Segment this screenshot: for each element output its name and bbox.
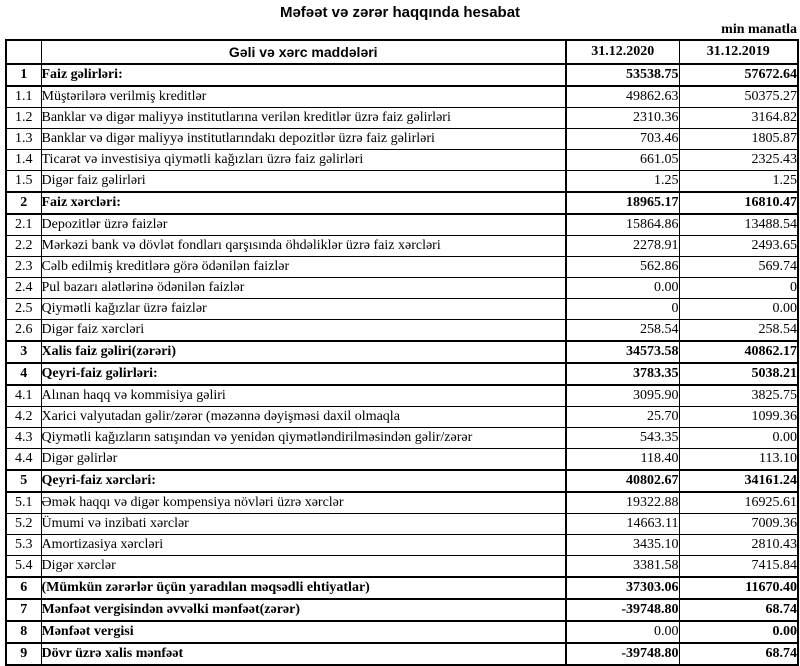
row-number: 3 <box>6 341 41 363</box>
header-col-2019: 31.12.2019 <box>679 40 798 64</box>
value-2020: 3095.90 <box>566 385 679 407</box>
value-2020: 53538.75 <box>566 64 679 86</box>
row-label: Banklar və digər maliyyə institutlarındakı depozitlər üzrə faiz gəlirləri <box>41 129 566 150</box>
table-row <box>6 535 798 556</box>
table-row <box>6 320 798 342</box>
value-2019: 0.00 <box>679 299 798 320</box>
table-row <box>6 643 798 665</box>
table-row <box>6 257 798 278</box>
table-row <box>6 599 798 621</box>
row-label: Ticarət və investisiya qiymətli kağızları üzrə faiz gəlirləri <box>41 150 566 171</box>
value-2019: 40862.17 <box>679 341 798 363</box>
row-label: Amortizasiya xərcləri <box>41 535 566 556</box>
value-2019: 2810.43 <box>679 535 798 556</box>
table-row <box>6 407 798 428</box>
row-number: 9 <box>6 643 41 665</box>
table-row <box>6 236 798 257</box>
table-row <box>6 492 798 514</box>
row-number: 5.4 <box>6 556 41 578</box>
table-header-row <box>6 40 798 64</box>
row-label: Digər faiz gəlirləri <box>41 171 566 193</box>
value-2020: 2310.36 <box>566 108 679 129</box>
row-label: Digər xərclər <box>41 556 566 578</box>
value-2019: 16925.61 <box>679 492 798 514</box>
value-2020: 3381.58 <box>566 556 679 578</box>
row-number: 1.1 <box>6 86 41 108</box>
table-row <box>6 64 798 86</box>
value-2019: 16810.47 <box>679 192 798 214</box>
table-row <box>6 556 798 578</box>
row-label: Depozitlər üzrə faizlər <box>41 214 566 236</box>
table-row <box>6 341 798 363</box>
row-number: 2.5 <box>6 299 41 320</box>
value-2019: 0.00 <box>679 428 798 449</box>
row-label: Alınan haqq və kommisiya gəliri <box>41 385 566 407</box>
table-row <box>6 86 798 108</box>
table-row <box>6 150 798 171</box>
row-number: 4.4 <box>6 449 41 471</box>
row-label: Cəlb edilmiş kreditlərə görə ödənilən faizlər <box>41 257 566 278</box>
value-2019: 1.25 <box>679 171 798 193</box>
header-items-label: Gəli və xərc maddələri <box>41 40 566 64</box>
value-2020: 258.54 <box>566 320 679 342</box>
table-row <box>6 278 798 299</box>
value-2019: 0.00 <box>679 621 798 643</box>
table-row <box>6 514 798 535</box>
row-label: Faiz gəlirləri: <box>41 64 566 86</box>
value-2019: 11670.40 <box>679 577 798 599</box>
value-2019: 50375.27 <box>679 86 798 108</box>
row-number: 5.2 <box>6 514 41 535</box>
row-number: 1.2 <box>6 108 41 129</box>
row-number: 4.1 <box>6 385 41 407</box>
row-number: 5.3 <box>6 535 41 556</box>
value-2020: 14663.11 <box>566 514 679 535</box>
value-2019: 1805.87 <box>679 129 798 150</box>
table-row <box>6 192 798 214</box>
value-2020: 25.70 <box>566 407 679 428</box>
value-2020: 703.46 <box>566 129 679 150</box>
row-number: 2 <box>6 192 41 214</box>
table-row <box>6 214 798 236</box>
value-2020: 543.35 <box>566 428 679 449</box>
row-label: Pul bazarı alətlərinə ödənilən faizlər <box>41 278 566 299</box>
value-2019: 3825.75 <box>679 385 798 407</box>
row-number: 2.4 <box>6 278 41 299</box>
table-row <box>6 299 798 320</box>
table-row <box>6 385 798 407</box>
header-col-2020: 31.12.2020 <box>566 40 679 64</box>
table-row <box>6 108 798 129</box>
value-2020: 0.00 <box>566 621 679 643</box>
value-2019: 7009.36 <box>679 514 798 535</box>
row-number: 1.3 <box>6 129 41 150</box>
value-2019: 258.54 <box>679 320 798 342</box>
value-2019: 569.74 <box>679 257 798 278</box>
value-2020: -39748.80 <box>566 599 679 621</box>
row-number: 5 <box>6 470 41 492</box>
value-2019: 13488.54 <box>679 214 798 236</box>
row-label: Faiz xərcləri: <box>41 192 566 214</box>
value-2020: 15864.86 <box>566 214 679 236</box>
row-number: 2.2 <box>6 236 41 257</box>
value-2020: 40802.67 <box>566 470 679 492</box>
value-2019: 2325.43 <box>679 150 798 171</box>
value-2020: 0 <box>566 299 679 320</box>
value-2020: 37303.06 <box>566 577 679 599</box>
value-2020: 661.05 <box>566 150 679 171</box>
value-2020: 118.40 <box>566 449 679 471</box>
table-row <box>6 363 798 385</box>
row-number: 1 <box>6 64 41 86</box>
row-label: Xalis faiz gəliri(zərəri) <box>41 341 566 363</box>
row-number: 4 <box>6 363 41 385</box>
table-row <box>6 470 798 492</box>
value-2020: 3783.35 <box>566 363 679 385</box>
table-body <box>6 64 798 665</box>
table-row <box>6 129 798 150</box>
row-number: 7 <box>6 599 41 621</box>
value-2020: 19322.88 <box>566 492 679 514</box>
row-number: 2.6 <box>6 320 41 342</box>
row-number: 5.1 <box>6 492 41 514</box>
value-2019: 0 <box>679 278 798 299</box>
value-2019: 2493.65 <box>679 236 798 257</box>
value-2020: 3435.10 <box>566 535 679 556</box>
row-number: 2.3 <box>6 257 41 278</box>
value-2019: 34161.24 <box>679 470 798 492</box>
value-2020: 562.86 <box>566 257 679 278</box>
table-row <box>6 577 798 599</box>
row-label: Digər gəlirlər <box>41 449 566 471</box>
row-label: Dövr üzrə xalis mənfəət <box>41 643 566 665</box>
row-number: 6 <box>6 577 41 599</box>
value-2020: -39748.80 <box>566 643 679 665</box>
unit-note: min manatla <box>721 22 797 37</box>
row-label: Qeyri-faiz xərcləri: <box>41 470 566 492</box>
row-label: Mənfəət vergisindən əvvəlki mənfəət(zərər) <box>41 599 566 621</box>
income-statement-table <box>5 39 799 666</box>
row-label: Müştərilərə verilmiş kreditlər <box>41 86 566 108</box>
value-2019: 7415.84 <box>679 556 798 578</box>
value-2019: 57672.64 <box>679 64 798 86</box>
value-2020: 0.00 <box>566 278 679 299</box>
page-title: Məfəət və zərər haqqında hesabat <box>279 4 521 21</box>
row-number: 2.1 <box>6 214 41 236</box>
row-label: Qeyri-faiz gəlirləri: <box>41 363 566 385</box>
row-number: 4.2 <box>6 407 41 428</box>
value-2020: 18965.17 <box>566 192 679 214</box>
value-2019: 3164.82 <box>679 108 798 129</box>
value-2019: 68.74 <box>679 643 798 665</box>
value-2019: 1099.36 <box>679 407 798 428</box>
row-label: Mənfəət vergisi <box>41 621 566 643</box>
table-row <box>6 428 798 449</box>
table-row <box>6 449 798 471</box>
row-label: Ümumi və inzibati xərclər <box>41 514 566 535</box>
row-label: Qiymətli kağızlar üzrə faizlər <box>41 299 566 320</box>
row-label: Digər faiz xərcləri <box>41 320 566 342</box>
row-number: 8 <box>6 621 41 643</box>
row-label: Xarici valyutadan gəlir/zərər (məzənnə dəyişməsi daxil olmaqla <box>41 407 566 428</box>
value-2020: 2278.91 <box>566 236 679 257</box>
row-number: 1.5 <box>6 171 41 193</box>
row-number: 4.3 <box>6 428 41 449</box>
row-label: Qiymətli kağızların satışından və yenidən qiymətləndirilməsindən gəlir/zərər <box>41 428 566 449</box>
value-2020: 1.25 <box>566 171 679 193</box>
value-2019: 5038.21 <box>679 363 798 385</box>
value-2020: 34573.58 <box>566 341 679 363</box>
row-label: Banklar və digər maliyyə institutlarına verilən kreditlər üzrə faiz gəlirləri <box>41 108 566 129</box>
header-number-cell <box>6 40 41 64</box>
value-2020: 49862.63 <box>566 86 679 108</box>
row-label: (Mümkün zərərlər üçün yaradılan məqsədli ehtiyatlar) <box>41 577 566 599</box>
value-2019: 113.10 <box>679 449 798 471</box>
row-label: Mərkəzi bank və dövlət fondları qarşısında öhdəliklər üzrə faiz xərcləri <box>41 236 566 257</box>
table-row <box>6 171 798 193</box>
value-2019: 68.74 <box>679 599 798 621</box>
row-label: Əmək haqqı və digər kompensiya növləri üzrə xərclər <box>41 492 566 514</box>
table-row <box>6 621 798 643</box>
row-number: 1.4 <box>6 150 41 171</box>
